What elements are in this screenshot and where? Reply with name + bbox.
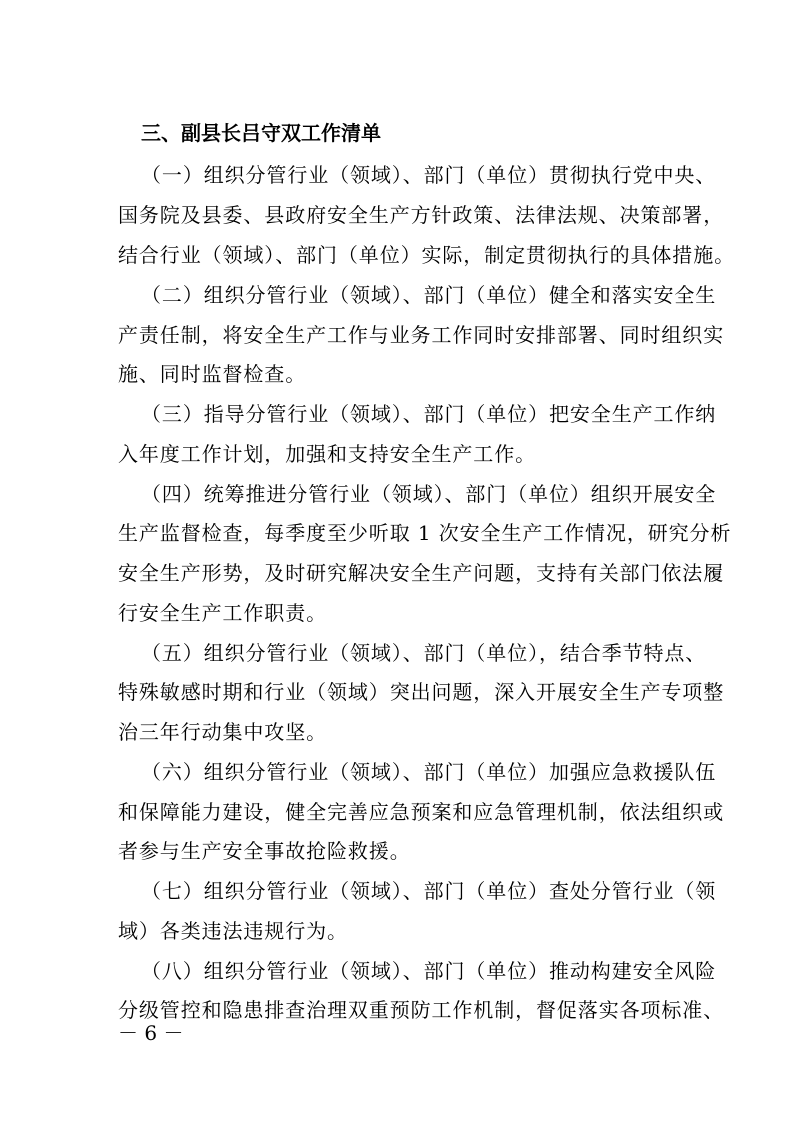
paragraph-line: 域）各类违法违规行为。 xyxy=(118,919,348,943)
paragraph-line: 安全生产形势，及时研究解决安全生产问题，支持有关部门依法履 xyxy=(118,561,725,585)
paragraph-line: 行安全生产工作职责。 xyxy=(118,601,327,625)
paragraph-line: 施、同时监督检查。 xyxy=(118,362,307,386)
paragraph-line: （五）组织分管行业（领域）、部门（单位），结合季节特点、 xyxy=(141,641,707,665)
paragraph-line: （八）组织分管行业（领域）、部门（单位）推动构建安全风险 xyxy=(141,959,717,983)
paragraph-line: （六）组织分管行业（领域）、部门（单位）加强应急救援队伍 xyxy=(141,760,717,784)
paragraph-line: 特殊敏感时期和行业（领域）突出问题，深入开展安全生产专项整 xyxy=(118,680,725,704)
paragraph-line: （四）统筹推进分管行业（领域）、部门（单位）组织开展安全 xyxy=(141,482,717,506)
paragraph-line: 国务院及县委、县政府安全生产方针政策、法律法规、决策部署， xyxy=(118,203,725,227)
paragraph-line: （二）组织分管行业（领域）、部门（单位）健全和落实安全生 xyxy=(141,283,717,307)
paragraph-line: 治三年行动集中攻坚。 xyxy=(118,720,327,744)
section-heading: 三、副县长吕守双工作清单 xyxy=(141,121,381,145)
paragraph-line: 分级管控和隐患排查治理双重预防工作机制，督促落实各项标准、 xyxy=(118,998,725,1022)
paragraph-line: 生产监督检查，每季度至少听取 1 次安全生产工作情况，研究分析 xyxy=(118,521,732,545)
paragraph-line: （一）组织分管行业（领域）、部门（单位）贯彻执行党中央、 xyxy=(141,163,717,187)
paragraph-line: 入年度工作计划，加强和支持安全生产工作。 xyxy=(118,442,536,466)
paragraph-line: 和保障能力建设，健全完善应急预案和应急管理机制，依法组织或 xyxy=(118,800,725,824)
paragraph-line: 产责任制，将安全生产工作与业务工作同时安排部署、同时组织实 xyxy=(118,323,725,347)
paragraph-line: 者参与生产安全事故抢险救援。 xyxy=(118,839,411,863)
paragraph-line: 结合行业（领域）、部门（单位）实际，制定贯彻执行的具体措施。 xyxy=(118,243,735,267)
paragraph-line: （七）组织分管行业（领域）、部门（单位）查处分管行业（领 xyxy=(141,879,717,903)
paragraph-line: （三）指导分管行业（领域）、部门（单位）把安全生产工作纳 xyxy=(141,402,717,426)
page-number: － 6 － xyxy=(118,1021,184,1045)
